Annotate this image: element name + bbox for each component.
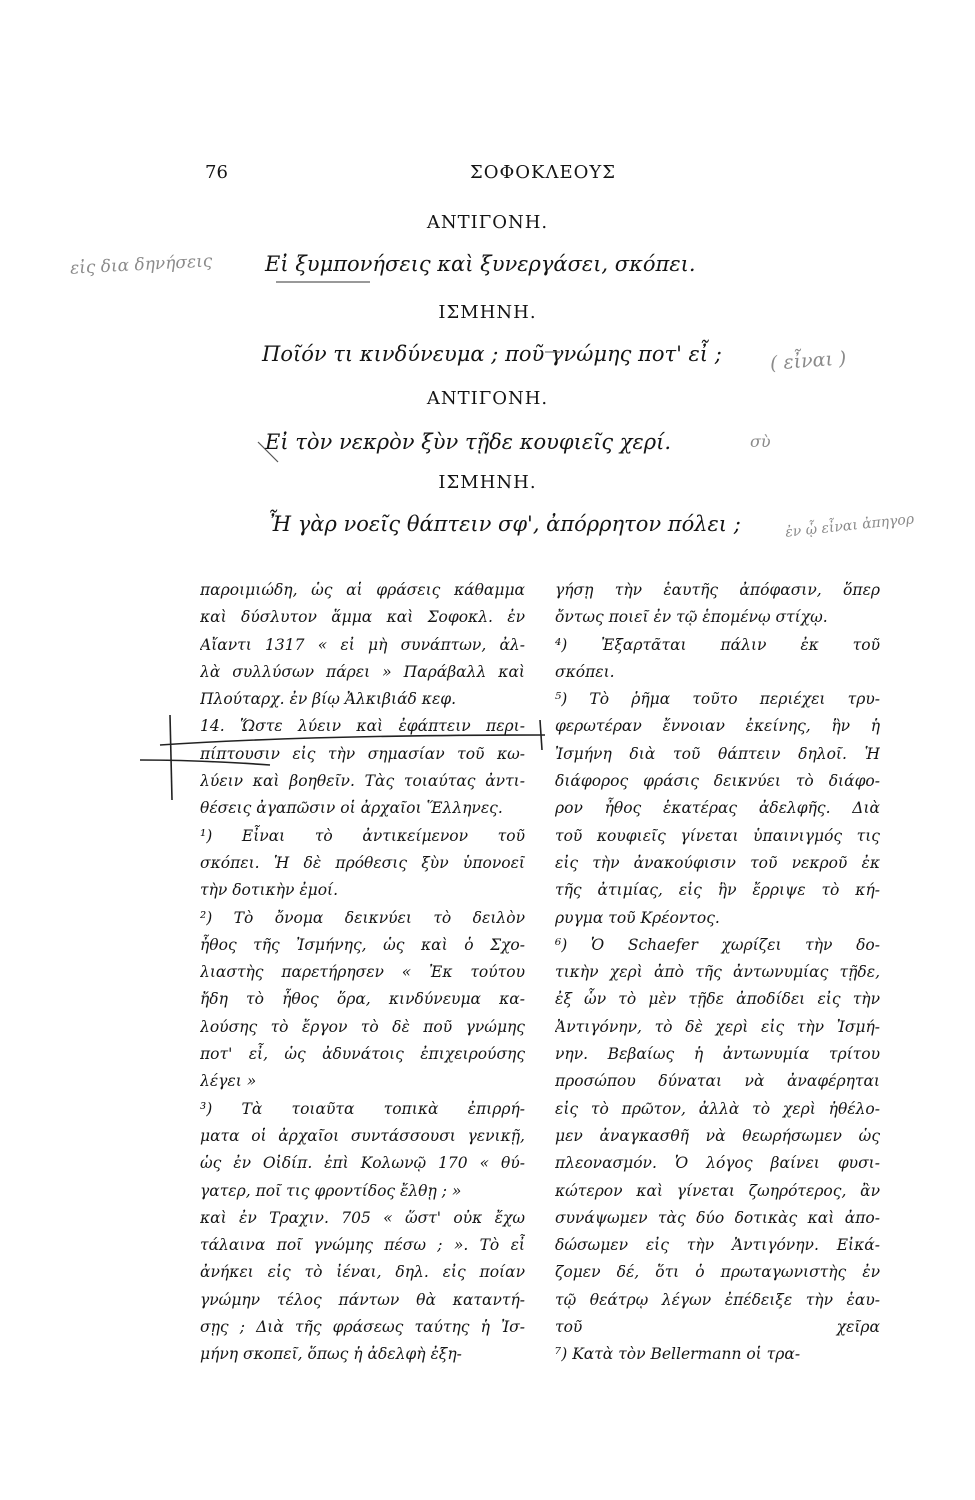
handwritten-note-left: εἰς δια δηνήσεις xyxy=(69,251,213,279)
speaker-antigone-2: ΑΝΤΙΓΟΝΗ. xyxy=(426,388,549,409)
footnote-line: Ἀντιγόνην, τὸ δὲ χερὶ εἰς τὴν Ἰσμή- xyxy=(555,1017,880,1036)
footnote-line: ²) Τὸ ὄνομα δεικνύει τὸ δειλὸν xyxy=(200,908,525,927)
verse-text: Εἰ ξυμπονήσεις καὶ ξυνεργάσει, σκόπει. xyxy=(265,252,696,276)
verse-line-1 xyxy=(265,252,696,276)
footnote-line: ἐξ ὧν τὸ μὲν τῇδε ἀποδίδει εἰς τὴν xyxy=(555,990,880,1009)
footnote-line: γατερ, ποῖ τις φροντίδος ἔλθῃ ; » xyxy=(200,1181,462,1200)
footnote-line: προσώπου δύναται νὰ ἀναφέρηται xyxy=(555,1072,880,1091)
footnote-line: ρον ἦθος ἑκατέρας ἀδελφῆς. Διὰ xyxy=(555,799,880,818)
footnote-line: ἤδη τὸ ἦθος ὅρα, κινδύνευμα κα- xyxy=(200,990,525,1009)
running-title: ΣΟΦΟΚΛΕΟΥΣ xyxy=(470,162,616,183)
footnote-line: κώτερον καὶ γίνεται ζωηρότερος, ἂν xyxy=(555,1181,880,1200)
footnote-line: νην. Βεβαίως ἡ ἀντωνυμία τρίτου xyxy=(555,1045,880,1064)
footnote-line: πίπτουσιν εἰς τὴν σημασίαν τοῦ κω- xyxy=(200,744,525,763)
footnote-line: εἰς τὸ πρῶτον, ἀλλὰ τὸ χερὶ ἠθέλο- xyxy=(555,1099,880,1118)
footnote-line: φερωτέραν ἔννοιαν ἐκείνης, ἣν ἡ xyxy=(555,717,880,736)
footnote-line: λέγει » xyxy=(200,1072,257,1091)
footnote-line: ³) Τὰ τοιαῦτα τοπικὰ ἐπιρρή- xyxy=(200,1099,525,1118)
footnote-line: λούσης τὸ ἔργον τὸ δὲ ποῦ γνώμης xyxy=(200,1017,525,1036)
footnote-line: σκόπει. xyxy=(555,662,615,681)
page-number: 76 xyxy=(205,162,228,183)
footnote-line: ματα οἱ ἀρχαῖοι συντάσσουσι γενικῇ, xyxy=(200,1126,525,1145)
footnote-line: ⁷) Κατὰ τὸν Bellermann οἱ τρα- xyxy=(555,1345,801,1364)
footnote-line: τοῦ χεῖρα xyxy=(555,1318,880,1337)
verse-text: Εἰ τὸν νεκρὸν ξὺν τῇδε κουφιεῖς χερί. xyxy=(265,430,672,454)
footnote-line: συνάψωμεν τὰς δύο δοτικὰς καὶ ἀπο- xyxy=(555,1208,880,1227)
footnote-line: καὶ δύσλυτον ἅμμα καὶ Σοφοκλ. ἐν xyxy=(200,608,525,627)
verse-line-2 xyxy=(262,342,722,366)
footnote-line: τῷ θεάτρῳ λέγων ἐπέδειξε τὴν ἑαυ- xyxy=(555,1290,880,1309)
footnote-line: Αἴαντι 1317 « εἰ μὴ συνάπτων, ἀλ- xyxy=(200,635,525,654)
footnote-line: ρυγμα τοῦ Κρέοντος. xyxy=(555,908,720,927)
footnote-line: εἰς τὴν ἀνακούφισιν τοῦ νεκροῦ ἐκ xyxy=(555,853,880,872)
footnote-line: ποτ' εἶ, ὡς ἀδυνάτοις ἐπιχειρούσης xyxy=(200,1045,525,1064)
footnote-line: γήσῃ τὴν ἑαυτῆς ἀπόφασιν, ὅπερ xyxy=(555,581,880,599)
footnote-line: ⁴) Ἐξαρτᾶται πάλιν ἐκ τοῦ xyxy=(555,635,880,654)
handwritten-note-right-2: σὺ xyxy=(750,432,771,451)
verse-text: Ποῖόν τι κινδύνευμα ; ποῦ γνώμης ποτ' εἶ ; xyxy=(262,342,722,366)
footnotes-right-column xyxy=(555,577,880,1369)
footnote-line: μήνη σκοπεῖ, ὅπως ἡ ἀδελφὴ ἐξη- xyxy=(200,1345,462,1364)
footnote-line: σῃς ; Διὰ τῆς φράσεως ταύτης ἡ Ἰσ- xyxy=(200,1318,525,1337)
footnote-line: ζομεν δέ, ὅτι ὁ πρωταγωνιστὴς ἐν xyxy=(555,1263,880,1282)
verse-text: Ἦ γὰρ νοεῖς θάπτειν σφ', ἀπόρρητον πόλει ; xyxy=(268,512,741,536)
speaker-ismene-2: ΙΣΜΗΝΗ. xyxy=(438,472,537,493)
footnote-line: τῆς ἀτιμίας, εἰς ἣν ἔρριψε τὸ κή- xyxy=(555,881,880,900)
footnote-line: τὴν δοτικὴν ἐμοί. xyxy=(200,881,339,900)
footnote-line: παροιμιώδη, ὡς αἱ φράσεις κάθαμμα xyxy=(200,581,525,599)
footnote-line: τοῦ κουφιεῖς γίνεται ὑπαινιγμός τις xyxy=(555,826,880,845)
verse-line-4 xyxy=(268,512,741,536)
handwritten-note-right-1: ( εἶναι ) xyxy=(769,347,848,375)
footnote-line: ὄντως ποιεῖ ἐν τῷ ἑπομένῳ στίχῳ. xyxy=(555,608,828,627)
footnote-line: ⁶) Ὁ Schaefer χωρίζει τὴν δο- xyxy=(555,935,880,954)
footnote-line: θέσεις ἀγαπῶσιν οἱ ἀρχαῖοι Ἕλληνες. xyxy=(200,799,503,818)
speaker-antigone-1: ΑΝΤΙΓΟΝΗ. xyxy=(426,212,549,233)
footnote-line: τικὴν χερὶ ἀπὸ τῆς ἀντωνυμίας τῇδε, xyxy=(555,963,880,982)
footnote-line: ⁵) Τὸ ῥῆμα τοῦτο περιέχει τρυ- xyxy=(555,690,880,709)
footnote-line: ¹) Εἶναι τὸ ἀντικείμενον τοῦ xyxy=(200,826,525,845)
footnote-line: σκόπει. Ἡ δὲ πρόθεσις ξὺν ὑπονοεῖ xyxy=(200,853,525,872)
footnote-line: πλεονασμόν. Ὁ λόγος βαίνει φυσι- xyxy=(555,1154,880,1173)
footnote-line: λύειν καὶ βοηθεῖν. Τὰς τοιαύτας ἀντι- xyxy=(200,772,525,791)
footnote-line: Πλούταρχ. ἐν βίῳ Ἀλκιβιάδ κεφ. xyxy=(200,690,457,709)
verse-line-3 xyxy=(265,430,671,454)
footnote-line: μεν ἀναγκασθῆ νὰ θεωρήσωμεν ὡς xyxy=(555,1126,880,1145)
footnote-line: Ἰσμήνη διὰ τοῦ θάπτειν δηλοῖ. Ἡ xyxy=(555,744,880,763)
footnotes-left-column xyxy=(200,577,525,1369)
footnote-line: ἀνήκει εἰς τὸ ἰέναι, δηλ. εἰς ποίαν xyxy=(200,1263,525,1282)
footnote-line: 14. Ὥστε λύειν καὶ ἐφάπτειν περι- xyxy=(200,717,525,736)
footnote-line: ἦθος τῆς Ἰσμήνης, ὡς καὶ ὁ Σχο- xyxy=(200,935,525,954)
handwritten-note-right-3: ἐν ᾧ εἶναι ἀπηγορ xyxy=(784,511,915,541)
footnote-line: ὡς ἐν Οἰδίπ. ἐπὶ Κολωνῷ 170 « θύ- xyxy=(200,1154,525,1173)
footnote-line: καὶ ἐν Τραχιν. 705 « ὥστ' οὐκ ἔχω xyxy=(200,1208,525,1227)
footnote-line: τάλαινα ποῖ γνώμης πέσω ; ». Τὸ εἶ xyxy=(200,1236,525,1255)
footnote-line: λὰ συλλύσων πάρει » Παράβαλλ καὶ xyxy=(200,662,525,681)
footnote-line: δώσωμεν εἰς τὴν Ἀντιγόνην. Εἰκά- xyxy=(555,1236,880,1255)
footnote-line: γνώμην τέλος πάντων θὰ καταντή- xyxy=(200,1290,525,1309)
footnote-line: λιαστὴς παρετήρησεν « Ἐκ τούτου xyxy=(200,963,525,982)
speaker-ismene-1: ΙΣΜΗΝΗ. xyxy=(438,302,537,323)
footnote-line: διάφορος φράσις δεικνύει τὸ διάφο- xyxy=(555,772,880,791)
